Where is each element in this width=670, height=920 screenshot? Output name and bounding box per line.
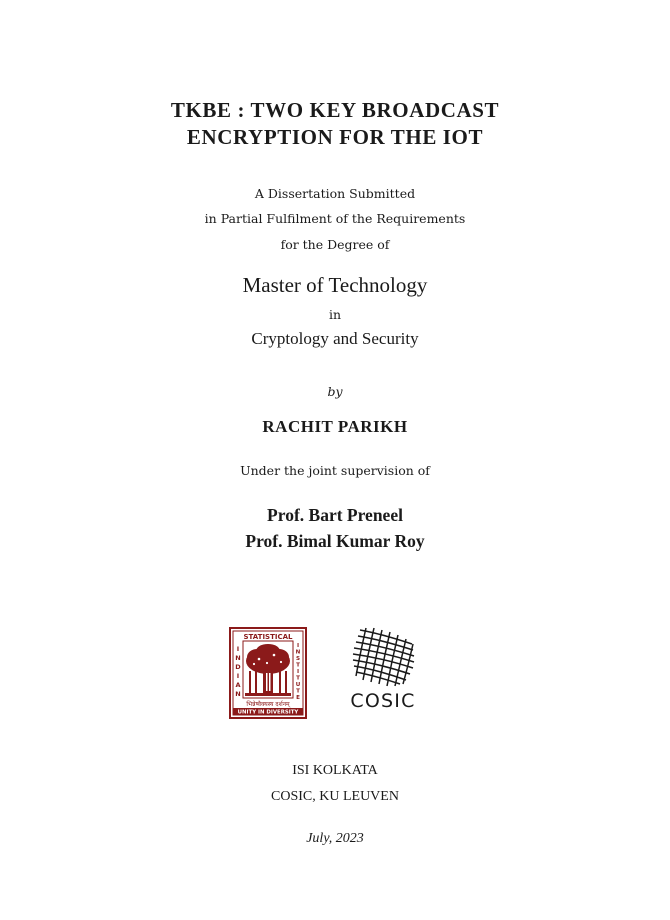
submission-line-1: A Dissertation Submitted xyxy=(254,186,416,201)
svg-text:T: T xyxy=(296,675,300,682)
degree-connector: in xyxy=(328,307,342,322)
supervisor-1: Prof. Bart Preneel xyxy=(267,505,403,525)
svg-text:I: I xyxy=(236,672,240,680)
svg-text:I: I xyxy=(296,643,300,649)
svg-text:N: N xyxy=(235,690,241,698)
isi-motto-hindi: भिन्नेष्वैक्यस्य दर्शनम् xyxy=(246,701,290,708)
svg-text:E: E xyxy=(296,695,300,701)
svg-text:I: I xyxy=(296,669,300,675)
cosic-logo-label: COSIC xyxy=(350,690,416,712)
submission-date: July, 2023 xyxy=(306,831,364,846)
svg-text:T: T xyxy=(296,662,300,669)
institution-2: COSIC, KU LEUVEN xyxy=(271,789,399,804)
isi-logo-icon xyxy=(229,627,307,719)
svg-text:N: N xyxy=(235,654,241,662)
isi-top-text: STATISTICAL xyxy=(243,633,293,641)
svg-text:A: A xyxy=(235,681,241,689)
svg-text:I: I xyxy=(236,645,240,653)
author-name: RACHIT PARIKH xyxy=(262,417,408,436)
degree-field: Cryptology and Security xyxy=(251,329,419,348)
isi-motto: UNITY IN DIVERSITY xyxy=(237,709,299,716)
svg-text:N: N xyxy=(295,649,301,656)
submission-line-2: in Partial Fulfilment of the Requirements xyxy=(204,211,466,226)
submission-line-3: for the Degree of xyxy=(280,237,390,252)
svg-text:T: T xyxy=(296,688,300,695)
thesis-title-line-2: ENCRYPTION FOR THE IOT xyxy=(186,125,484,149)
thesis-title-line-1: TKBE : TWO KEY BROADCAST xyxy=(170,98,500,122)
svg-text:D: D xyxy=(235,663,241,671)
supervision-intro: Under the joint supervision of xyxy=(240,463,430,478)
institution-1: ISI KOLKATA xyxy=(292,763,378,778)
degree-name: Master of Technology xyxy=(242,273,428,297)
svg-text:S: S xyxy=(295,656,301,662)
by-label: by xyxy=(327,384,343,399)
supervisor-2: Prof. Bimal Kumar Roy xyxy=(245,531,425,551)
svg-text:U: U xyxy=(295,682,301,688)
